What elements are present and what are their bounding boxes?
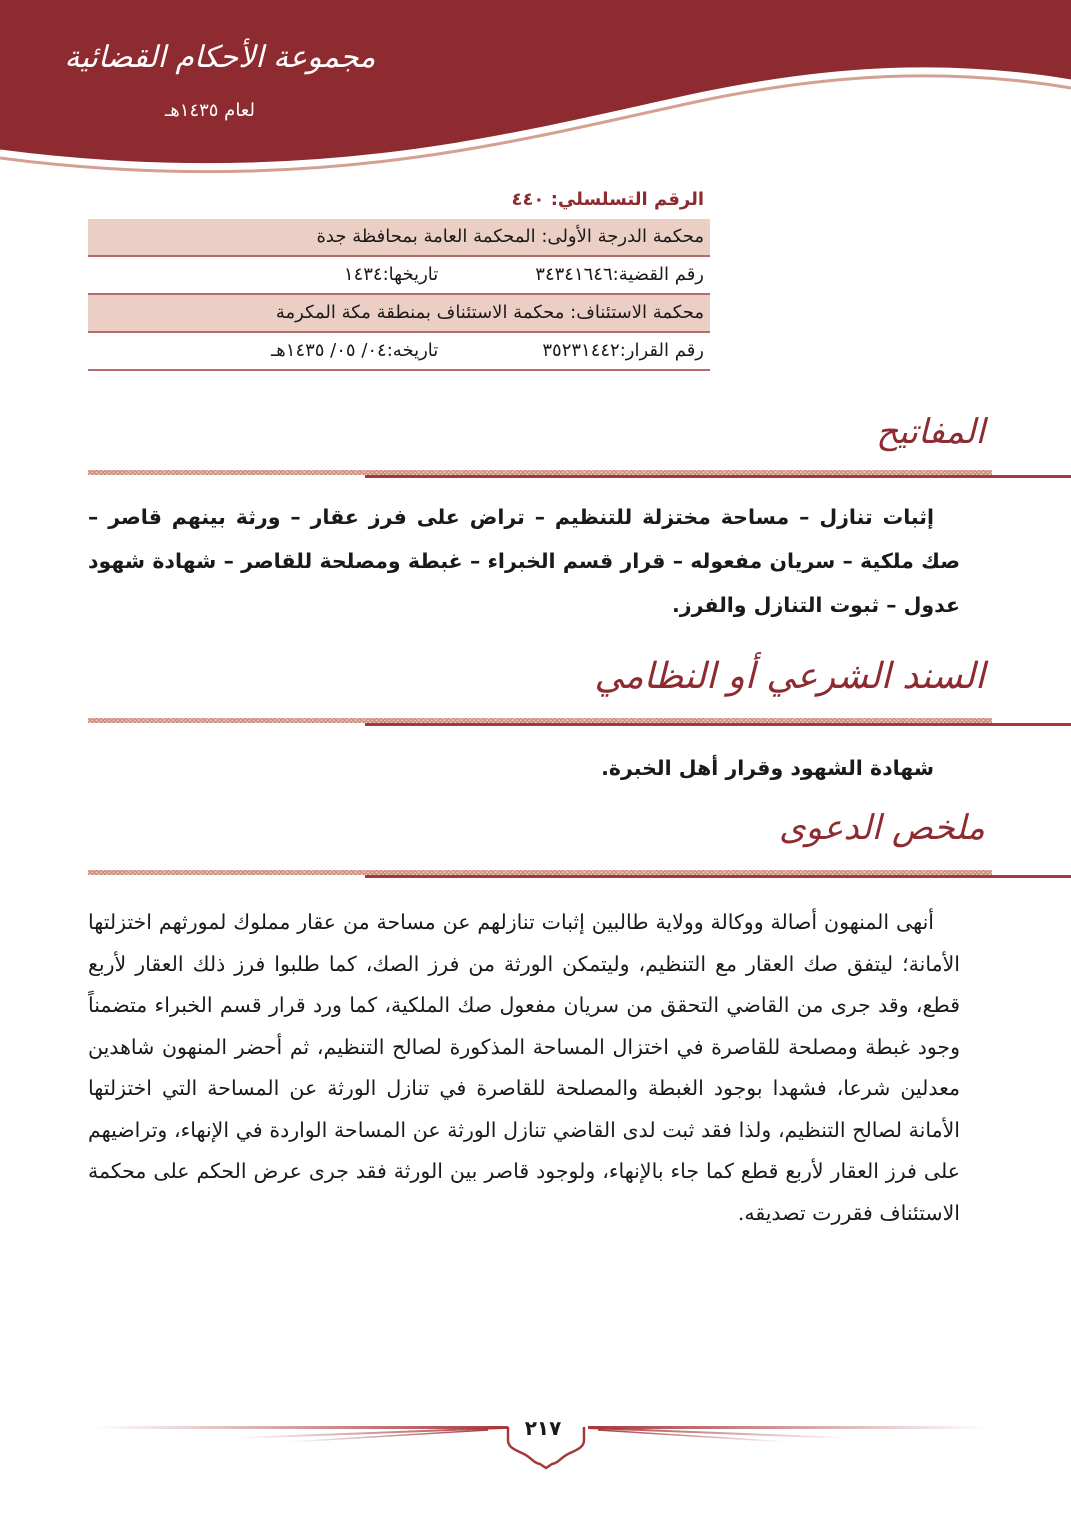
appeal-court: محكمة الاستئناف: محكمة الاستئناف بمنطقة مكة المكرمة <box>275 302 704 323</box>
series-year: لعام ١٤٣٥هـ <box>165 100 255 121</box>
page-header <box>0 0 1071 180</box>
footer-ornament <box>88 1380 998 1500</box>
keywords-heading: المفاتيح <box>876 412 985 452</box>
legal-basis-text: شهادة الشهود وقرار أهل الخبرة. <box>601 756 934 780</box>
case-info-table <box>88 183 710 371</box>
series-title: مجموعة الأحكام القضائية <box>64 40 376 75</box>
section-divider <box>88 870 1071 878</box>
case-summary-text: أنهى المنهون أصالة ووكالة وولاية طالبين إثبات تنازلهم عن مساحة من عقار مملوك لمورثهم اختزلتها الأمانة؛ ليتفق صك العقار مع التنظيم، وليتمكن الورثة من فرز الصك، كما طلبوا فرز ذلك العقار لأربع قطع، وقد جرى من القاضي التحقق من سريان مفعول صك الملكية، كما ورد قرار قسم الخبراء متضمناً وجود غبطة ومصلحة للقاصرة في اختزال المساحة المذكورة لصالح التنظيم، ثم أحضر المنهون شاهدين معدلين شرعا، فشهدا بوجود الغبطة والمصلحة للقاصرة في تنازل الورثة عن المساحة التي اختزلتها الأمانة لصالح التنظيم، ولذا فقد ثبت لدى القاضي تنازل الورثة عن المساحة الواردة في الإنهاء، وتراضيهم على فرز العقار لأربع قطع كما جاء بالإنهاء، ولوجود قاصر بين الورثة فقد جرى عرض الحكم على محكمة الاستئناف فقررت تصديقه. <box>88 910 960 1225</box>
case-number-row <box>88 257 710 295</box>
decision-number: رقم القرار:٣٥٢٣١٤٤٢ <box>542 340 704 361</box>
header-wave-banner <box>0 0 1071 180</box>
case-date: تاريخها:١٤٣٤ <box>343 264 439 285</box>
section-divider <box>88 470 1071 478</box>
decision-number-row <box>88 333 710 371</box>
case-number: رقم القضية:٣٤٣٤١٦٤٦ <box>535 264 704 285</box>
section-divider <box>88 718 1071 726</box>
serial-number: الرقم التسلسلي: ٤٤٠ <box>511 189 704 210</box>
first-court-row <box>88 219 710 257</box>
decision-date: تاريخه:٠٤/ ٠٥/ ١٤٣٥هـ <box>271 340 439 361</box>
page-number: ٢١٧ <box>524 1416 562 1440</box>
appeal-court-row <box>88 295 710 333</box>
page-footer <box>88 1380 998 1500</box>
legal-basis-heading: السند الشرعي أو النظامي <box>594 656 985 697</box>
keywords-text: إثبات تنازل – مساحة مختزلة للتنظيم – تراض على فرز عقار – ورثة بينهم قاصر – صك ملكية – سريان مفعوله – قرار قسم الخبراء – غبطة ومصلحة للقاصر – شهادة شهود عدول – ثبوت التنازل والفرز. <box>88 505 960 617</box>
first-court: محكمة الدرجة الأولى: المحكمة العامة بمحافظة جدة <box>316 226 704 247</box>
case-summary-heading: ملخص الدعوى <box>779 808 985 848</box>
